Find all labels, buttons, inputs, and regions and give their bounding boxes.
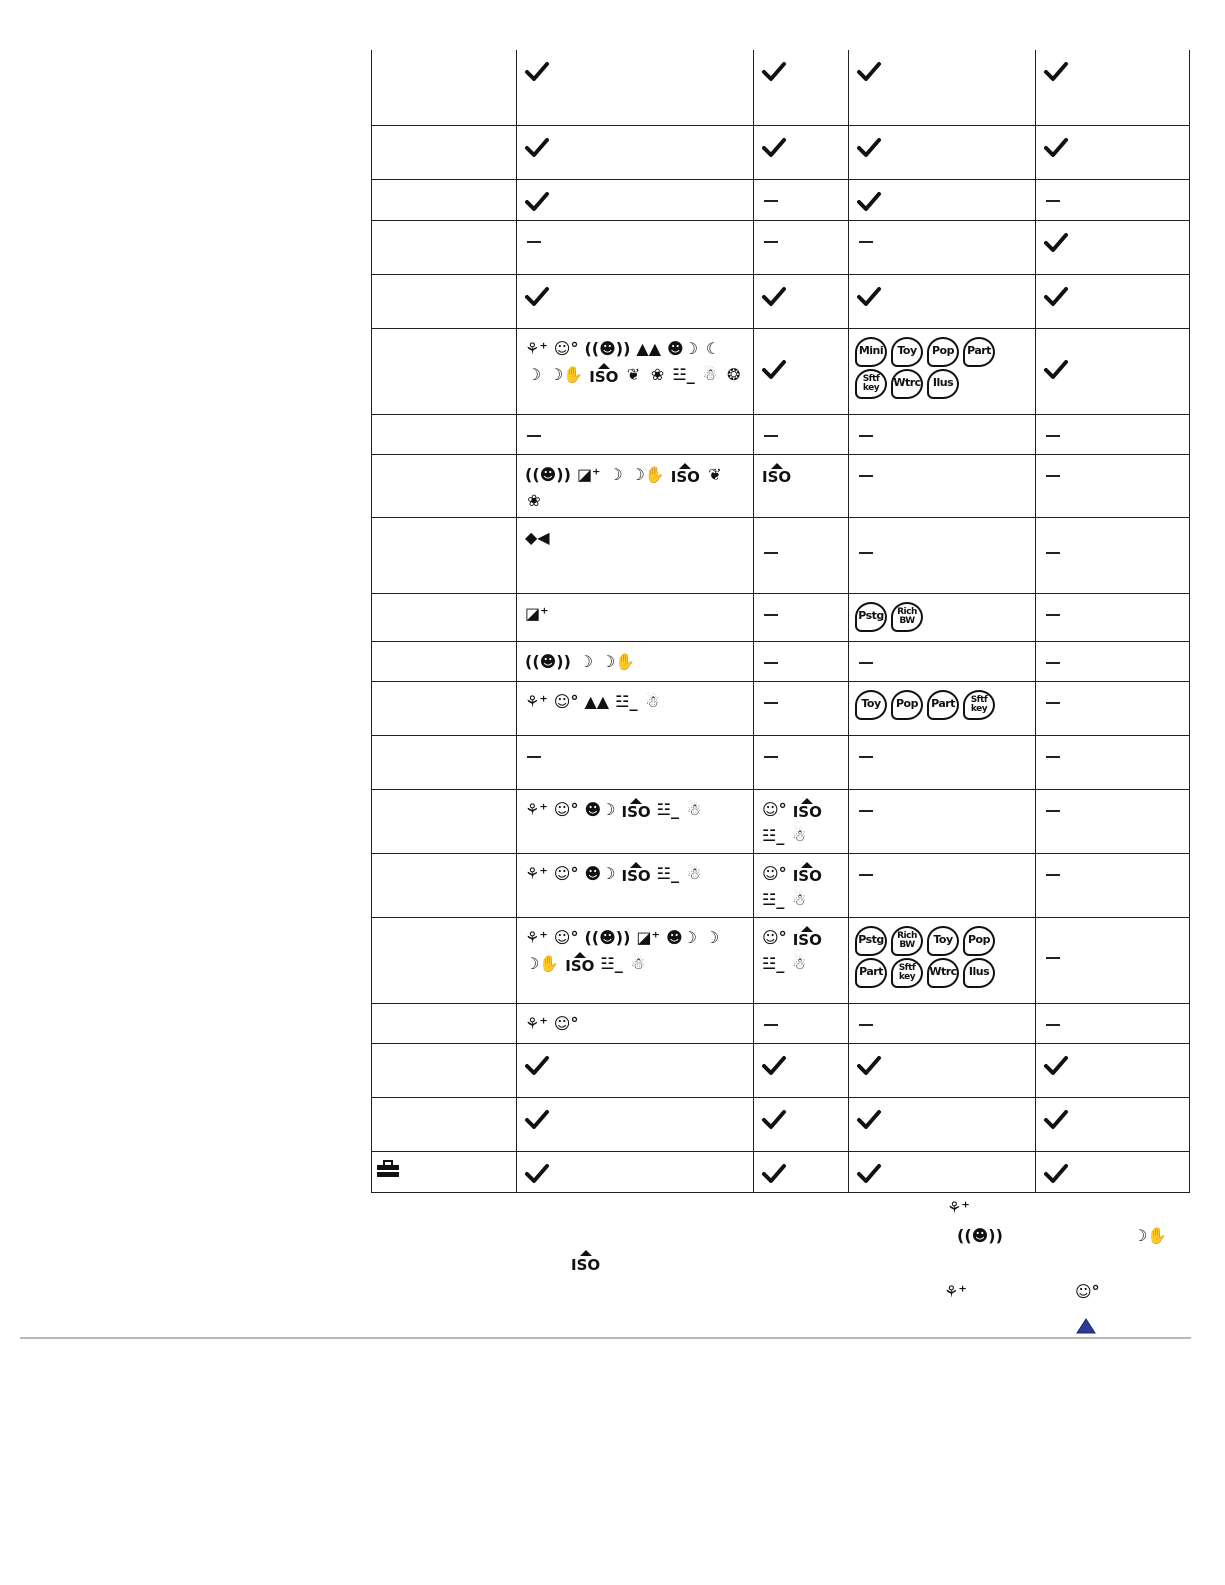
- dash-icon: [527, 435, 541, 437]
- dash-icon: [859, 662, 873, 664]
- row-label-cell: [372, 125, 517, 179]
- table-row: [372, 517, 1190, 593]
- row-label-cell: [372, 1043, 517, 1097]
- table-cell: [849, 1097, 1036, 1151]
- smile-shutter-icon: ☺°: [553, 338, 579, 358]
- smile-shutter-icon: ☺°: [553, 863, 579, 883]
- smile-shutter-icon: ☺°: [1075, 1282, 1100, 1301]
- table-cell: [517, 853, 754, 917]
- beach-icon: ☳_: [615, 691, 638, 711]
- check-icon: [523, 1160, 551, 1188]
- picture-effect-sftf-key-icon: Sftf key: [891, 958, 923, 988]
- picture-effect-pop-icon: Pop: [891, 690, 923, 720]
- table-cell: [754, 853, 849, 917]
- superior-auto-icon: ⚘⁺: [525, 799, 548, 819]
- pet-icon: ❀: [650, 364, 665, 384]
- check-icon: [523, 58, 551, 86]
- high-sensitivity-icon: ISO: [791, 926, 824, 950]
- dash-icon: [764, 702, 778, 704]
- picture-effect-toy-icon: Toy: [855, 690, 887, 720]
- high-sensitivity-icon: ISO: [791, 862, 824, 886]
- picture-effect-toy-icon: Toy: [927, 926, 959, 956]
- superior-auto-icon: ⚘⁺: [525, 338, 548, 358]
- check-icon: [760, 1106, 788, 1134]
- scene-compatibility-table: [371, 50, 1190, 1193]
- table-row: [372, 1003, 1190, 1043]
- backlight-correction-hdr-icon: ◪⁺: [576, 464, 601, 484]
- dash-icon: [859, 1024, 873, 1026]
- table-cell: [517, 593, 754, 641]
- row-label-cell: [372, 1097, 517, 1151]
- table-cell: [517, 1043, 754, 1097]
- table-cell: [849, 220, 1036, 274]
- night-portrait-icon: ☻☽: [667, 338, 699, 358]
- table-row: [372, 917, 1190, 1003]
- table-row: [372, 220, 1190, 274]
- smile-shutter-icon: ☺°: [553, 691, 579, 711]
- dash-icon: [527, 241, 541, 243]
- table-cell: [849, 274, 1036, 328]
- high-sensitivity-icon: ISO: [791, 798, 824, 822]
- table-cell: [517, 179, 754, 220]
- backlight-correction-hdr-icon: ◪⁺: [525, 603, 549, 623]
- landscape-icon: ▲▲: [636, 338, 662, 358]
- row-label-cell: [372, 454, 517, 517]
- table-cell: [754, 50, 849, 125]
- beach-icon: ☳_: [762, 953, 785, 973]
- table-cell: [517, 50, 754, 125]
- superior-auto-icon: ⚘⁺: [947, 1198, 970, 1217]
- table-row: [372, 328, 1190, 414]
- row-label-cell: [372, 735, 517, 789]
- table-cell: [517, 328, 754, 414]
- night-portrait-icon: ☻☽: [584, 799, 616, 819]
- hand-held-twilight-icon: ☽✋: [1133, 1226, 1168, 1245]
- check-icon: [1042, 1052, 1070, 1080]
- table-cell: [1036, 1151, 1190, 1192]
- table-cell: [1036, 681, 1190, 735]
- picture-effect-mini-icon: Mini: [855, 337, 887, 367]
- table-cell: [517, 1003, 754, 1043]
- check-icon: [760, 1052, 788, 1080]
- note-high-sensitivity-icon: [569, 1250, 602, 1274]
- table-cell: [1036, 50, 1190, 125]
- table-cell: [517, 414, 754, 454]
- table-cell: [517, 274, 754, 328]
- back-to-top-icon[interactable]: [1076, 1318, 1096, 1334]
- dash-icon: [1046, 662, 1060, 664]
- table-cell: [849, 917, 1036, 1003]
- picture-effect-pop-icon: Pop: [927, 337, 959, 367]
- check-icon: [855, 1052, 883, 1080]
- table-cell: [754, 1151, 849, 1192]
- high-sensitivity-icon: ISO: [587, 363, 620, 387]
- table-cell: [517, 1097, 754, 1151]
- check-icon: [760, 58, 788, 86]
- superior-auto-icon: ⚘⁺: [525, 691, 548, 711]
- dash-icon: [859, 475, 873, 477]
- night-portrait-icon: ☻☽: [665, 927, 698, 947]
- table-row: [372, 50, 1190, 125]
- smile-shutter-icon: ☺°: [553, 1013, 579, 1033]
- toolbox-icon: [376, 1160, 400, 1178]
- row-label-cell: [372, 1151, 517, 1192]
- dash-icon: [764, 241, 778, 243]
- table-cell: [1036, 454, 1190, 517]
- table-cell: [849, 1151, 1036, 1192]
- picture-effect-part-icon: Part: [927, 690, 959, 720]
- row-label-cell: [372, 789, 517, 853]
- superior-auto-icon: ⚘⁺: [525, 927, 548, 947]
- hand-held-twilight-icon: ☽✋: [549, 364, 584, 384]
- table-cell: [1036, 328, 1190, 414]
- superior-auto-icon: ⚘⁺: [525, 863, 548, 883]
- row-label-cell: [372, 414, 517, 454]
- table-cell: [517, 454, 754, 517]
- snow-icon: ☃: [645, 691, 660, 711]
- picture-effect-pop-icon: Pop: [963, 926, 995, 956]
- beach-icon: ☳_: [656, 863, 679, 883]
- snow-icon: ☃: [792, 825, 807, 845]
- dash-icon: [1046, 552, 1060, 554]
- table-cell: [517, 125, 754, 179]
- dash-icon: [764, 552, 778, 554]
- table-row: [372, 179, 1190, 220]
- row-label-cell: [372, 517, 517, 593]
- table-cell: [754, 917, 849, 1003]
- picture-effect-toy-icon: Toy: [891, 337, 923, 367]
- anti-blur-icon: ((☻)): [525, 651, 571, 671]
- table-row: [372, 454, 1190, 517]
- table-cell: [754, 789, 849, 853]
- twilight-icon: ☽: [704, 927, 720, 947]
- anti-blur-icon: ((☻)): [525, 464, 571, 484]
- dash-icon: [859, 756, 873, 758]
- dash-icon: [764, 614, 778, 616]
- smile-shutter-icon: ☺°: [762, 927, 787, 947]
- high-sensitivity-icon: ISO: [620, 862, 653, 886]
- row-label-cell: [372, 641, 517, 681]
- table-row: [372, 641, 1190, 681]
- table-cell: [1036, 735, 1190, 789]
- smile-shutter-icon: ☺°: [762, 799, 787, 819]
- beach-icon: ☳_: [600, 953, 623, 973]
- check-icon: [1042, 283, 1070, 311]
- dash-icon: [1046, 614, 1060, 616]
- table-row: [372, 1043, 1190, 1097]
- dash-icon: [859, 810, 873, 812]
- table-cell: [1036, 1003, 1190, 1043]
- page-divider: [20, 1337, 1191, 1339]
- dash-icon: [1046, 1024, 1060, 1026]
- check-icon: [1042, 1160, 1070, 1188]
- table-cell: [1036, 414, 1190, 454]
- note-hand-held-twilight-icon: [1131, 1224, 1169, 1248]
- fireworks-icon: ❂: [727, 364, 741, 384]
- dash-icon: [764, 435, 778, 437]
- table-cell: [517, 789, 754, 853]
- table-cell: [849, 517, 1036, 593]
- table-cell: [754, 1097, 849, 1151]
- table-cell: [1036, 125, 1190, 179]
- table-cell: [849, 853, 1036, 917]
- table-cell: [517, 220, 754, 274]
- table-cell: [517, 1151, 754, 1192]
- table-cell: [754, 179, 849, 220]
- night-portrait-icon: ☻☽: [584, 863, 616, 883]
- high-sensitivity-icon: ISO: [569, 1250, 602, 1274]
- hand-held-twilight-icon: ☽✋: [630, 464, 665, 484]
- table-cell: [517, 681, 754, 735]
- table-cell: [754, 454, 849, 517]
- dash-icon: [1046, 435, 1060, 437]
- table-cell: [754, 1003, 849, 1043]
- dash-icon: [1046, 756, 1060, 758]
- underwater-icon: ◆◀: [525, 527, 550, 547]
- check-icon: [760, 134, 788, 162]
- twilight-icon: ☽: [526, 364, 542, 384]
- check-icon: [855, 134, 883, 162]
- dash-icon: [859, 552, 873, 554]
- check-icon: [760, 356, 788, 384]
- table-row: [372, 274, 1190, 328]
- table-cell: [754, 328, 849, 414]
- picture-effect-wtrc-icon: Wtrc: [891, 369, 923, 399]
- hand-held-twilight-icon: ☽✋: [600, 651, 636, 671]
- table-cell: [849, 179, 1036, 220]
- table-row: [372, 125, 1190, 179]
- table-cell: [849, 593, 1036, 641]
- snow-icon: ☃: [630, 953, 645, 973]
- table-row: [372, 853, 1190, 917]
- table-row: [372, 735, 1190, 789]
- check-icon: [523, 188, 551, 216]
- note-superior-auto-icon-2: [942, 1280, 969, 1304]
- superior-auto-icon: ⚘⁺: [525, 1013, 548, 1033]
- anti-blur-icon: ((☻)): [957, 1226, 1003, 1245]
- table-cell: [754, 681, 849, 735]
- row-label-cell: [372, 274, 517, 328]
- picture-effect-rich-bw-icon: Rich BW: [891, 602, 923, 632]
- table-cell: [849, 641, 1036, 681]
- table-cell: [517, 641, 754, 681]
- row-label-cell: [372, 681, 517, 735]
- snow-icon: ☃: [792, 953, 807, 973]
- note-anti-blur-icon: [955, 1224, 1005, 1248]
- table-cell: [754, 274, 849, 328]
- backlight-correction-hdr-icon: ◪⁺: [636, 927, 660, 947]
- smile-shutter-icon: ☺°: [553, 927, 579, 947]
- row-label-cell: [372, 179, 517, 220]
- table-cell: [1036, 1097, 1190, 1151]
- gourmet-icon: ❦: [626, 364, 641, 384]
- table-cell: [1036, 1043, 1190, 1097]
- dash-icon: [1046, 702, 1060, 704]
- dash-icon: [764, 1024, 778, 1026]
- picture-effect-part-icon: Part: [855, 958, 887, 988]
- table-cell: [849, 50, 1036, 125]
- table-cell: [1036, 220, 1190, 274]
- landscape-icon: ▲▲: [584, 691, 610, 711]
- dash-icon: [527, 756, 541, 758]
- table-cell: [849, 414, 1036, 454]
- snow-icon: ☃: [686, 863, 702, 883]
- high-sensitivity-icon: ISO: [620, 798, 653, 822]
- check-icon: [855, 283, 883, 311]
- table-cell: [849, 681, 1036, 735]
- check-icon: [1042, 1106, 1070, 1134]
- row-label-cell: [372, 917, 517, 1003]
- table-row: [372, 1151, 1190, 1192]
- check-icon: [760, 283, 788, 311]
- table-cell: [517, 735, 754, 789]
- dash-icon: [859, 874, 873, 876]
- row-label-cell: [372, 328, 517, 414]
- table-row: [372, 681, 1190, 735]
- dash-icon: [1046, 957, 1060, 959]
- check-icon: [855, 1106, 883, 1134]
- table-cell: [849, 454, 1036, 517]
- smile-shutter-icon: ☺°: [762, 863, 787, 883]
- table-cell: [754, 220, 849, 274]
- picture-effect-ilus-icon: Ilus: [963, 958, 995, 988]
- table-cell: [849, 125, 1036, 179]
- table-cell: [754, 414, 849, 454]
- beach-icon: ☳_: [762, 825, 785, 845]
- high-sensitivity-icon: ISO: [760, 463, 793, 487]
- table-cell: [1036, 179, 1190, 220]
- table-cell: [1036, 789, 1190, 853]
- twilight-icon: ☽: [578, 651, 594, 671]
- table-cell: [1036, 593, 1190, 641]
- table-row: [372, 414, 1190, 454]
- table-cell: [1036, 641, 1190, 681]
- check-icon: [1042, 58, 1070, 86]
- table-cell: [1036, 917, 1190, 1003]
- table-cell: [849, 735, 1036, 789]
- picture-effect-part-icon: Part: [963, 337, 995, 367]
- table-cell: [1036, 853, 1190, 917]
- picture-effect-pstg-icon: Pstg: [855, 926, 887, 956]
- dash-icon: [764, 662, 778, 664]
- check-icon: [523, 1052, 551, 1080]
- pet-icon: ❀: [527, 490, 541, 510]
- gourmet-icon: ❦: [708, 464, 722, 484]
- note-smile-shutter-icon: [1073, 1280, 1102, 1304]
- table-row: [372, 789, 1190, 853]
- check-icon: [523, 134, 551, 162]
- twilight-icon: ☽: [608, 464, 623, 484]
- table-row: [372, 1097, 1190, 1151]
- table-cell: [754, 517, 849, 593]
- table-cell: [1036, 517, 1190, 593]
- anti-blur-icon: ((☻)): [584, 927, 631, 947]
- high-sensitivity-icon: ISO: [669, 463, 702, 487]
- dash-icon: [859, 435, 873, 437]
- table-cell: [517, 917, 754, 1003]
- picture-effect-rich-bw-icon: Rich BW: [891, 926, 923, 956]
- table-cell: [754, 735, 849, 789]
- dash-icon: [764, 200, 778, 202]
- check-icon: [855, 188, 883, 216]
- table-cell: [754, 641, 849, 681]
- table-cell: [849, 789, 1036, 853]
- table-cell: [849, 328, 1036, 414]
- row-label-cell: [372, 593, 517, 641]
- high-sensitivity-icon: ISO: [563, 952, 596, 976]
- table-cell: [849, 1003, 1036, 1043]
- anti-blur-icon: ((☻)): [584, 338, 631, 358]
- snow-icon: ☃: [686, 799, 702, 819]
- check-icon: [523, 283, 551, 311]
- check-icon: [855, 1160, 883, 1188]
- table-cell: [1036, 274, 1190, 328]
- picture-effect-sftf-key-icon: Sftf key: [855, 369, 887, 399]
- snow-icon: ☃: [792, 889, 807, 909]
- dash-icon: [1046, 810, 1060, 812]
- picture-effect-pstg-icon: Pstg: [855, 602, 887, 632]
- dash-icon: [1046, 874, 1060, 876]
- row-label-cell: [372, 50, 517, 125]
- night-scene-icon: ☾: [705, 338, 721, 358]
- smile-shutter-icon: ☺°: [553, 799, 579, 819]
- dash-icon: [764, 756, 778, 758]
- beach-icon: ☳_: [656, 799, 679, 819]
- note-superior-auto-icon: [945, 1196, 972, 1220]
- check-icon: [855, 58, 883, 86]
- row-label-cell: [372, 853, 517, 917]
- table-cell: [754, 1043, 849, 1097]
- picture-effect-wtrc-icon: Wtrc: [927, 958, 959, 988]
- check-icon: [1042, 356, 1070, 384]
- check-icon: [523, 1106, 551, 1134]
- table-row: [372, 593, 1190, 641]
- row-label-cell: [372, 1003, 517, 1043]
- dash-icon: [1046, 200, 1060, 202]
- hand-held-twilight-icon: ☽✋: [525, 953, 560, 973]
- check-icon: [1042, 229, 1070, 257]
- table-cell: [754, 125, 849, 179]
- table-cell: [754, 593, 849, 641]
- beach-icon: ☳_: [762, 889, 785, 909]
- dash-icon: [1046, 475, 1060, 477]
- superior-auto-icon: ⚘⁺: [944, 1282, 967, 1301]
- check-icon: [760, 1160, 788, 1188]
- beach-icon: ☳_: [672, 364, 695, 384]
- picture-effect-ilus-icon: Ilus: [927, 369, 959, 399]
- check-icon: [1042, 134, 1070, 162]
- table-cell: [849, 1043, 1036, 1097]
- table-cell: [517, 517, 754, 593]
- row-label-cell: [372, 220, 517, 274]
- dash-icon: [859, 241, 873, 243]
- picture-effect-sftf-key-icon: Sftf key: [963, 690, 995, 720]
- snow-icon: ☃: [702, 364, 717, 384]
